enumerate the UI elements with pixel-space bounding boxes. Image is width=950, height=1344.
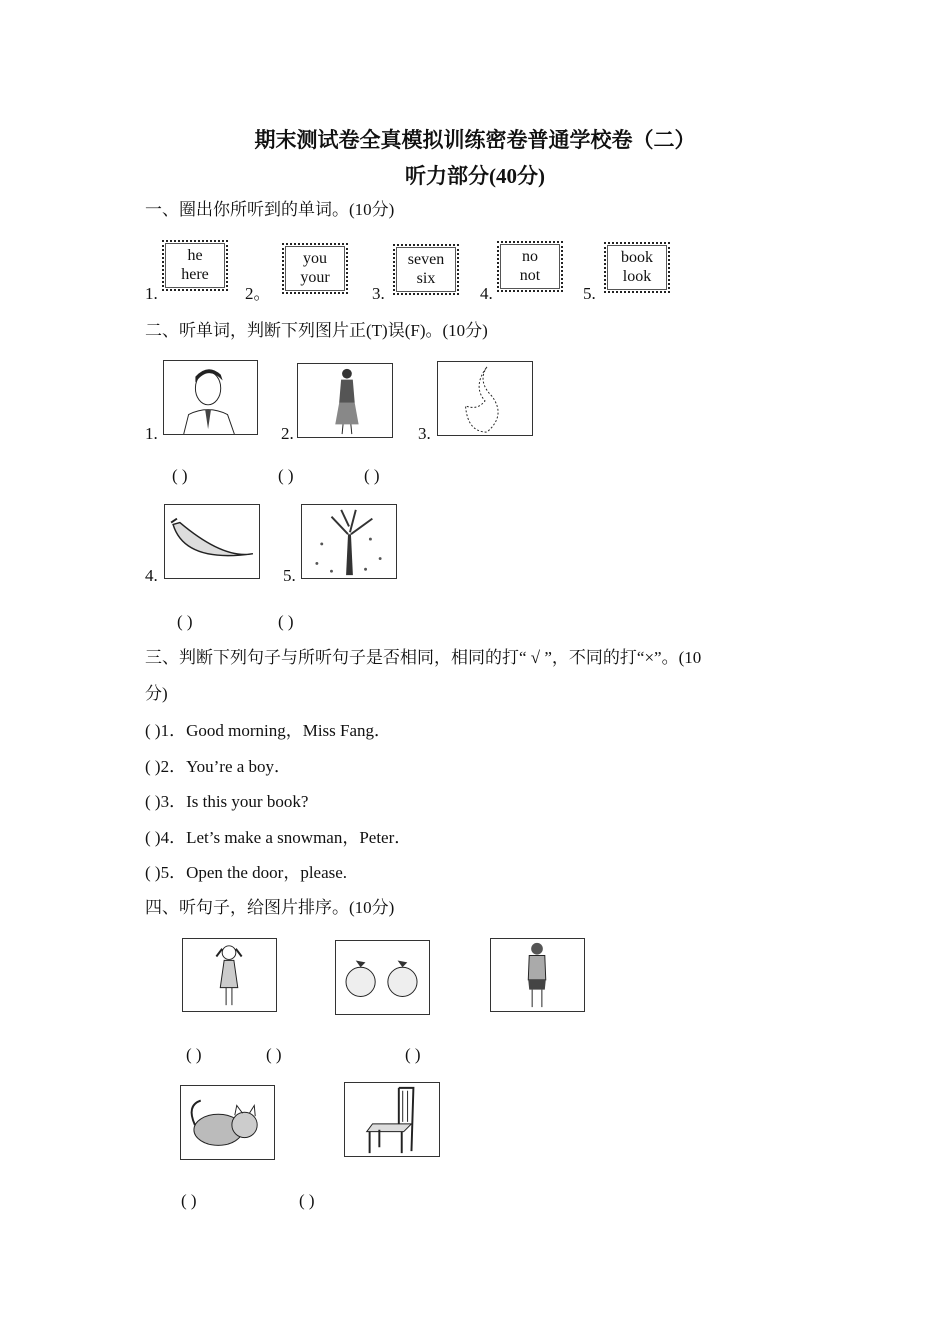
word-option: look [622, 268, 652, 285]
answer-paren[interactable]: ( ) [172, 466, 188, 485]
girl-picture [182, 938, 277, 1012]
sentence-item[interactable]: ( )3．Is this your book? [145, 792, 309, 811]
tree-picture [301, 504, 397, 579]
scarf-picture [437, 361, 533, 436]
sentence-item[interactable]: ( )2．You’re a boy． [145, 757, 292, 776]
item-number: 4. [480, 284, 493, 303]
word-box[interactable] [162, 240, 228, 291]
answer-paren[interactable]: ( ) [181, 1191, 197, 1210]
word-option: here [181, 266, 209, 283]
word-box[interactable] [282, 243, 348, 294]
cat-picture [180, 1085, 275, 1160]
item-number: 2。 [245, 284, 271, 303]
word-option: you [303, 250, 327, 267]
page-title: 期末测试卷全真模拟训练密卷普通学校卷（二） [254, 128, 696, 152]
sentence-item[interactable]: ( )4．Let’s make a snowman，Peter． [145, 828, 412, 847]
word-option: book [621, 249, 653, 266]
word-option: your [300, 269, 330, 286]
banana-picture [164, 504, 260, 579]
answer-paren[interactable]: ( ) [299, 1191, 315, 1210]
item-number: 5. [583, 284, 596, 303]
word-box[interactable] [497, 241, 563, 292]
man-picture [163, 360, 258, 435]
word-option: seven [407, 251, 445, 268]
answer-paren[interactable]: ( ) [266, 1045, 282, 1064]
section1-heading: 一、圈出你所听到的单词。(10分) [145, 200, 395, 219]
sentence-item[interactable]: ( )5．Open the door，please. [145, 863, 348, 882]
oranges-picture [335, 940, 430, 1015]
item-number: 3. [418, 424, 431, 443]
section2-heading: 二、听单词，判断下列图片正(T)误(F)。(10分) [145, 321, 488, 340]
answer-paren[interactable]: ( ) [177, 612, 193, 631]
answer-paren[interactable]: ( ) [405, 1045, 421, 1064]
section3-heading: 三、判断下列句子与所听句子是否相同，相同的打“ √ ”，不同的打“×”。(10 [145, 648, 702, 667]
word-option: he [187, 247, 203, 264]
answer-paren[interactable]: ( ) [278, 612, 294, 631]
item-number: 2. [281, 424, 294, 443]
answer-paren[interactable]: ( ) [186, 1045, 202, 1064]
chair-picture [344, 1082, 440, 1157]
item-number: 1. [145, 284, 158, 303]
word-option: not [519, 267, 541, 284]
item-number: 3. [372, 284, 385, 303]
section3-heading-cont: 分) [145, 684, 168, 703]
word-box[interactable] [604, 242, 670, 293]
item-number: 5. [283, 566, 296, 585]
item-number: 4. [145, 566, 158, 585]
answer-paren[interactable]: ( ) [364, 466, 380, 485]
woman-picture [297, 363, 393, 438]
page-subtitle: 听力部分(40分) [405, 164, 545, 188]
item-number: 1. [145, 424, 158, 443]
section4-heading: 四、听句子，给图片排序。(10分) [145, 898, 395, 917]
word-option: no [522, 248, 538, 265]
boy-picture [490, 938, 585, 1012]
word-box[interactable] [393, 244, 459, 295]
answer-paren[interactable]: ( ) [278, 466, 294, 485]
sentence-item[interactable]: ( )1．Good morning，Miss Fang． [145, 721, 392, 740]
word-option: six [416, 270, 436, 287]
